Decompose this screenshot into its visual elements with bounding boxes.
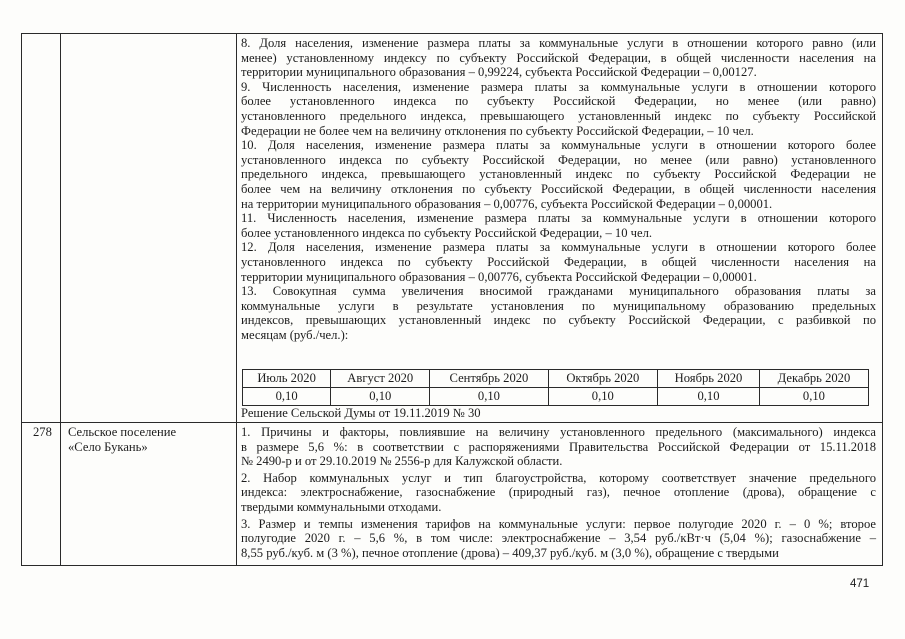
text-line: 10. Доля населения, изменение размера платы за коммунальные услуги в отношении которого более xyxy=(241,138,876,153)
text-line: установленного индекса по субъекту Российской Федерации, но менее (или равно) установленного xyxy=(241,152,876,167)
monthly-increase-table xyxy=(242,369,869,406)
text-line: территории муниципального образования – 0,99224, субъекта Российской Федерации – 0,00127. xyxy=(241,65,757,80)
text-line: 11. Численность населения, изменение размера платы за коммунальные услуги в отношении которого xyxy=(241,211,876,226)
text-line: предельного индекса, превышающего установленный индекс по субъекту Российской Федерации не xyxy=(241,167,876,182)
column-divider-number xyxy=(60,33,61,566)
text-line: твердыми коммунальными отходами. xyxy=(241,499,442,514)
month-value-cell: 0,10 xyxy=(331,388,430,406)
month-header-cell: Июль 2020 xyxy=(243,370,331,388)
text-line: 13. Совокупная сумма увеличения вносимой гражданами муниципального образования платы за xyxy=(241,284,876,299)
text-line: 1. Причины и факторы, повлиявшие на величину установленного предельного (максимального) индекса xyxy=(241,425,876,439)
month-header-cell: Август 2020 xyxy=(331,370,430,388)
text-line: индексов, превышающих установленный индекс по субъекту Российской Федерации, с разбивкой по xyxy=(241,313,876,328)
text-line: более чем на величину отклонения по субъекту Российской Федерации, в общей численности населения xyxy=(241,181,876,196)
text-line: месяцам (руб./чел.): xyxy=(241,327,349,342)
settlement-name xyxy=(68,425,176,454)
month-header-cell: Декабрь 2020 xyxy=(759,370,868,388)
month-value-cell: 0,10 xyxy=(243,388,331,406)
text-line: установленного индекса по субъекту Российской Федерации, в общей численности населения на xyxy=(241,254,876,269)
text-line: коммунальные услуги в результате установления по муниципальному образованию предельных xyxy=(241,298,876,313)
text-line: № 2490-р и от 29.10.2019 № 2556-р для Калужской области. xyxy=(241,454,563,469)
text-line: 12. Доля населения, изменение размера платы за коммунальные услуги в отношении которого более xyxy=(241,240,876,255)
month-header-row xyxy=(243,370,869,388)
settlement-name-line: «Село Букань» xyxy=(68,439,148,454)
text-line: 3. Размер и темпы изменения тарифов на коммунальные услуги: первое полугодие 2020 г. – 0 %; второе xyxy=(241,516,876,531)
text-line: в размере 5,6 %: в соответствии с распоряжениями Правительства Российской Федерации от 15.11.2018 xyxy=(241,439,876,454)
settlement-name-line: Сельское поселение xyxy=(68,425,177,439)
text-line: более установленного индекса по субъекту Российской Федерации, но менее (или равно) xyxy=(241,94,876,109)
decision-reference: Решение Сельской Думы от 19.11.2019 № 30 xyxy=(241,406,481,420)
text-line: установленного предельного индекса, превышающего установленный индекс по субъекту Российской xyxy=(241,108,876,123)
row-divider xyxy=(21,422,883,423)
month-header-cell: Октябрь 2020 xyxy=(548,370,658,388)
top-row-text xyxy=(241,36,876,342)
text-line: индекса: электроснабжение, газоснабжение (природный газ), печное отопление (дрова), обращение с xyxy=(241,485,876,500)
text-line: менее) установленному индексу по субъекту Российской Федерации, в общей численности населения на xyxy=(241,50,876,65)
row-number: 278 xyxy=(33,425,52,439)
month-value-cell: 0,10 xyxy=(658,388,760,406)
text-line: более установленного индекса по субъекту Российской Федерации, – 10 чел. xyxy=(241,225,653,240)
month-value-cell: 0,10 xyxy=(430,388,548,406)
text-line: на территории муниципального образования – 0,00776, субъекта Российской Федерации – 0,00001. xyxy=(241,196,773,211)
month-value-cell: 0,10 xyxy=(548,388,658,406)
month-value-row xyxy=(243,388,869,406)
column-divider-settlement xyxy=(236,33,237,566)
month-header-cell: Ноябрь 2020 xyxy=(658,370,760,388)
text-line: Федерации не более чем на величину отклонения по субъекту Российской Федерации, – 10 чел. xyxy=(241,123,754,138)
text-line: полугодие 2020 г. – 5,6 %, в том числе: электроснабжение – 3,54 руб./кВт·ч (5,04 %); газоснабжение – xyxy=(241,531,876,546)
page-number: 471 xyxy=(850,578,870,590)
text-line: 8. Доля населения, изменение размера платы за коммунальные услуги в отношении которого равно (или xyxy=(241,36,876,50)
row-278-text xyxy=(241,425,876,560)
text-line: территории муниципального образования – 0,00776, субъекта Российской Федерации – 0,00001. xyxy=(241,269,757,284)
text-line: 8,55 руб./куб. м (3 %), печное отопление (дрова) – 409,37 руб./куб. м (3,0 %), обращение с твердыми xyxy=(241,545,779,560)
text-line: 2. Набор коммунальных услуг и тип благоустройства, которому соответствует значение предельного xyxy=(241,470,876,485)
month-value-cell: 0,10 xyxy=(759,388,868,406)
month-header-cell: Сентябрь 2020 xyxy=(430,370,548,388)
text-line: 9. Численность населения, изменение размера платы за коммунальные услуги в отношении которого xyxy=(241,79,876,94)
